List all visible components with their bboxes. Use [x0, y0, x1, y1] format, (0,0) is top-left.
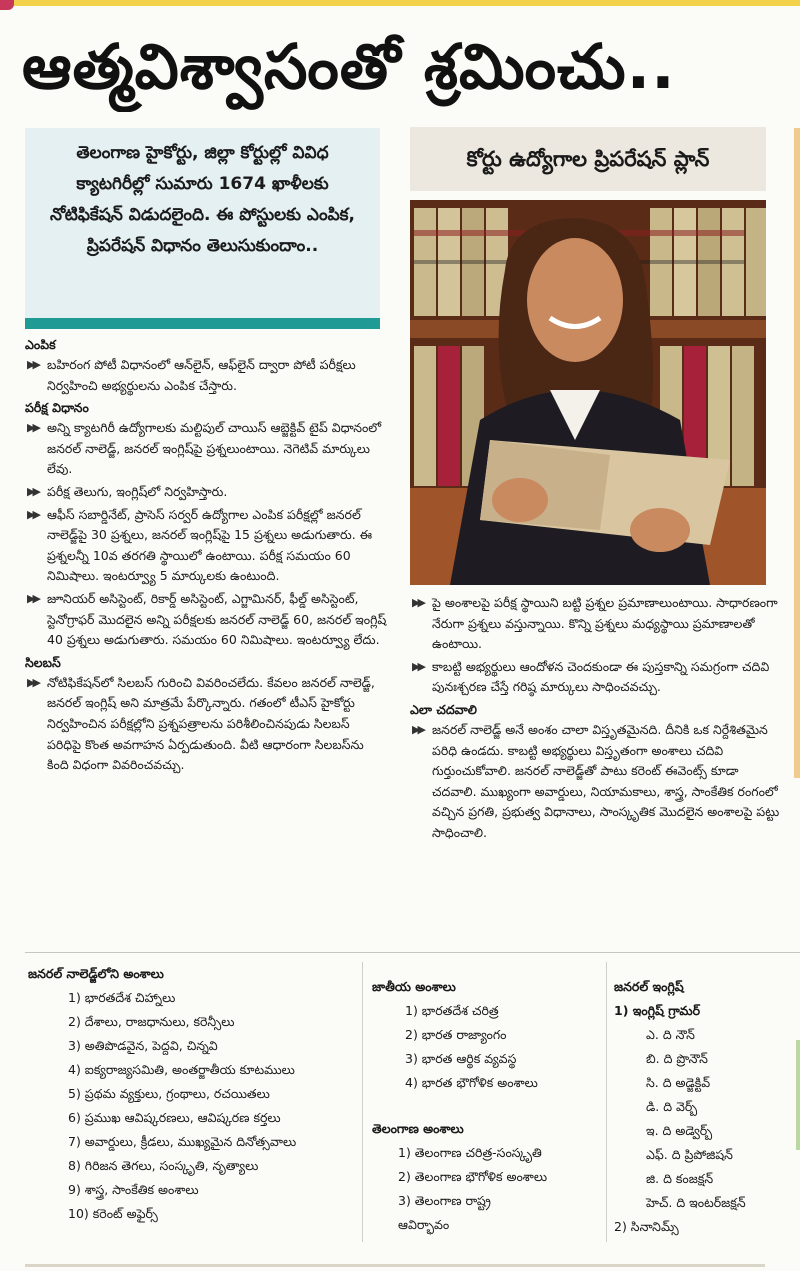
bullet-arrow-icon: ▶▶	[27, 484, 38, 498]
list-item: 2) సినానిమ్స్	[614, 1219, 679, 1234]
list-item: ఇ. ది అడ్వెర్బ్	[646, 1123, 713, 1138]
intro-underline-bar	[25, 318, 380, 329]
bottom-rule	[25, 1264, 765, 1267]
paragraph-exam-3: ▶▶ ఆఫీస్ సబార్డినేట్, ప్రాసెస్ సర్వర్ ఉద్యోగాల ఎంపిక పరీక్షల్లో జనరల్ నాలెడ్జ్‌పై 30 ప్రశ్నలు, జనరల్ ఇంగ్లిష్‌పై 15 ప్రశ్నలు అడుగుతారు. ఈ ప్రశ్నలన్నీ 10వ తరగతి స్థాయిలో ఉంటాయి. పరీక్ష సమయం 60 నిమిషాలు. ఇంటర్వ్యూ 5 మార్కులకు ఉంటుంది.	[27, 506, 373, 584]
list-item: 4) ఐక్యరాజ్యసమితి, అంతర్జాతీయ కూటములు	[68, 1062, 295, 1077]
list-item: 5) ప్రథమ వ్యక్తులు, గ్రంథాలు, రచయితలు	[68, 1086, 270, 1101]
national-box-title: జాతీయ అంశాలు	[372, 979, 456, 994]
section-heading-exam-pattern: పరీక్ష విధానం	[25, 400, 89, 416]
list-item: డి. ది వెర్బ్	[646, 1099, 698, 1114]
list-item: హెచ్. ది ఇంటర్‌జక్షన్	[646, 1195, 746, 1210]
bullet-arrow-icon: ▶▶	[27, 507, 38, 521]
list-item: 10) కరెంట్ అఫైర్స్	[68, 1206, 158, 1221]
general-knowledge-topics-box	[28, 962, 358, 1226]
list-item: 8) గిరిజన తెగలు, సంస్కృతి, నృత్యాలు	[68, 1158, 259, 1173]
list-item: 2) దేశాలు, రాజధానులు, కరెన్సీలు	[68, 1014, 235, 1029]
bullet-arrow-icon: ▶▶	[27, 591, 38, 605]
bullet-arrow-icon: ▶▶	[27, 675, 38, 689]
paragraph-exam-4: ▶▶ జూనియర్ అసిస్టెంట్, రికార్డ్ అసిస్టెంట్, ఎగ్జామినర్, ఫీల్డ్ అసిస్టెంట్, స్టెనోగ్రాఫర్ మొదలైన అన్ని పరీక్షలకు జనరల్ నాలెడ్జ్ 60, జనరల్ ఇంగ్లిష్ 40 ప్రశ్నలు అడుగుతారు. సమయం 60 నిమిషాలు. ఇంటర్వ్యూ లేదు.	[27, 590, 387, 648]
telangana-box-title: తెలంగాణ అంశాలు	[372, 1121, 464, 1136]
paragraph-how-to-read: ▶▶ జనరల్ నాలెడ్జ్ అనే అంశం చాలా విస్తృతమైనది. దీనికి ఒక నిర్దేశితమైన పరిధి ఉండదు. కాబట్టి అభ్యర్థులు విస్తృతంగా అంశాలు చదివి గుర్తుంచుకోవాలి. జనరల్ నాలెడ్జ్‌తో పాటు కరెంట్ ఈవెంట్స్ కూడా చదవాలి. ముఖ్యంగా అవార్డులు, నియామకాలు, శాస్త్ర, సాంకేతిక రంగంలో వచ్చిన ప్రగతి, ప్రభుత్వ విధానాలు, సాంస్కృతిక మొదలైన అంశాలపై పట్టు సాధించాలి.	[412, 721, 780, 840]
adjacent-image-edge	[796, 1040, 800, 1150]
list-item: జి. ది కంజక్షన్	[646, 1171, 714, 1186]
list-item: 1) ఇంగ్లిష్ గ్రామర్	[614, 1003, 701, 1018]
paragraph-max-marks: ▶▶ కాబట్టి అభ్యర్థులు ఆందోళన చెందకుండా ఈ పుస్తకాన్ని సమగ్రంగా చదివి పునఃశ్చరణ చేస్తే గరిష్ఠ మార్కులు సాధించవచ్చు.	[412, 658, 770, 695]
box-divider-1	[362, 962, 363, 1242]
page-headline: ఆత్మవిశ్వాసంతో శ్రమించు..	[22, 30, 676, 103]
adjacent-article-edge	[794, 128, 800, 778]
list-item: ఎఫ్. ది ప్రిపోజిషన్	[646, 1147, 733, 1162]
bullet-arrow-icon: ▶▶	[27, 358, 38, 371]
list-item: 3) అతిపొడవైన, పెద్దవి, చిన్నవి	[68, 1038, 218, 1053]
syllabus-box-top-divider	[25, 952, 800, 953]
bullet-arrow-icon: ▶▶	[412, 659, 423, 673]
list-item: 1) భారతదేశ చిహ్నాలు	[68, 990, 176, 1005]
list-item: ఎ. ది నౌన్	[646, 1027, 695, 1042]
bullet-arrow-icon: ▶▶	[27, 421, 38, 435]
list-item: 1) భారతదేశ చరిత్ర	[405, 1003, 499, 1018]
right-article-column	[410, 593, 780, 846]
paragraph-syllabus: ▶▶ నోటిఫికేషన్‌లో సిలబస్ గురించి వివరించలేదు. కేవలం జనరల్ నాలెడ్జ్, జనరల్ ఇంగ్లిష్ అని మాత్రమే పేర్కొన్నారు. గతంలో టీఎస్ హైకోర్టు నిర్వహించిన పరీక్షల్లోని ప్రశ్నపత్రాలను పరిశీలించినపుడు సిలబస్ పరిధిపై కొంత అవగాహన ఏర్పడుతుంది. వీటి ఆధారంగా సిలబస్‌ను కింది విధంగా వివరించవచ్చు.	[27, 674, 375, 773]
preparation-plan-heading: కోర్టు ఉద్యోగాల ప్రిపరేషన్ ప్లాన్	[410, 127, 766, 191]
box-divider-2	[606, 962, 607, 1242]
section-heading-how-to-read: ఎలా చదవాలి	[410, 701, 477, 717]
national-topics-box	[372, 975, 607, 1237]
list-item: 9) శాస్త్ర, సాంకేతిక అంశాలు	[68, 1182, 199, 1197]
list-item: 3) తెలంగాణ రాష్ట్ర	[398, 1193, 491, 1208]
woman-with-book-photo	[410, 200, 766, 585]
top-color-bar	[0, 0, 800, 6]
list-item: 1) తెలంగాణ చరిత్ర-సంస్కృతి	[398, 1145, 542, 1160]
list-item: ఆవిర్భావం	[398, 1217, 450, 1232]
gk-box-title: జనరల్ నాలెడ్జ్‌లోని అంశాలు	[28, 966, 164, 981]
section-heading-selection: ఎంపిక	[25, 337, 56, 352]
intro-box: తెలంగాణ హైకోర్టు, జిల్లా కోర్టుల్లో వివిధ క్యాటగిరీల్లో సుమారు 1674 ఖాళీలకు నోటిఫికేషన్ విడుదలైంది. ఈ పోస్టులకు ఎంపిక, ప్రిపరేషన్ విధానం తెలుసుకుందాం..	[25, 128, 380, 318]
list-item: 2) భారత రాజ్యాంగం	[405, 1027, 507, 1042]
top-corner-mark	[0, 0, 14, 10]
list-item: 6) ప్రముఖ ఆవిష్కరణలు, ఆవిష్కరణ కర్తలు	[68, 1110, 281, 1125]
list-item: 2) తెలంగాణ భౌగోళిక అంశాలు	[398, 1169, 548, 1184]
general-english-box	[614, 975, 792, 1239]
list-item: 7) అవార్డులు, క్రీడలు, ముఖ్యమైన దినోత్సవాలు	[68, 1134, 297, 1149]
list-item: సి. ది అడ్జెక్టివ్	[646, 1075, 711, 1090]
english-box-title: జనరల్ ఇంగ్లిష్	[614, 979, 684, 994]
paragraph-question-standard: ▶▶ పై అంశాలపై పరీక్ష స్థాయిని బట్టి ప్రశ్నల ప్రమాణాలుంటాయి. సాధారణంగా నేరుగా ప్రశ్నలు వస్తున్నాయి. కొన్ని ప్రశ్నలు మధ్యస్థాయి ప్రమాణాలతో ఉంటాయి.	[412, 595, 778, 652]
list-item: 4) భారత భౌగోళిక అంశాలు	[405, 1075, 538, 1090]
bullet-arrow-icon: ▶▶	[412, 722, 423, 736]
list-item: బి. ది ప్రొనౌన్	[646, 1051, 708, 1066]
left-article-column	[25, 335, 387, 778]
bullet-arrow-icon: ▶▶	[412, 596, 423, 609]
paragraph-exam-2: ▶▶ పరీక్ష తెలుగు, ఇంగ్లిష్‌లో నిర్వహిస్తారు.	[25, 482, 387, 503]
section-heading-syllabus: సిలబస్	[25, 654, 61, 670]
paragraph-selection: ▶▶ బహిరంగ పోటీ విధానంలో ఆన్‌లైన్, ఆఫ్‌లైన్ ద్వారా పోటీ పరీక్షలు నిర్వహించి అభ్యర్థులను ఎంపిక చేస్తారు.	[27, 357, 356, 393]
list-item: 3) భారత ఆర్థిక వ్యవస్థ	[405, 1051, 517, 1066]
paragraph-exam-1: ▶▶ అన్ని క్యాటగిరీ ఉద్యోగాలకు మల్టిపుల్ చాయిస్ ఆబ్జెక్టివ్ టైప్ విధానంలో జనరల్ నాలెడ్జ్, జనరల్ ఇంగ్లిష్‌పై ప్రశ్నలుంటాయి. నెగెటివ్ మార్కులు లేవు.	[27, 420, 382, 477]
